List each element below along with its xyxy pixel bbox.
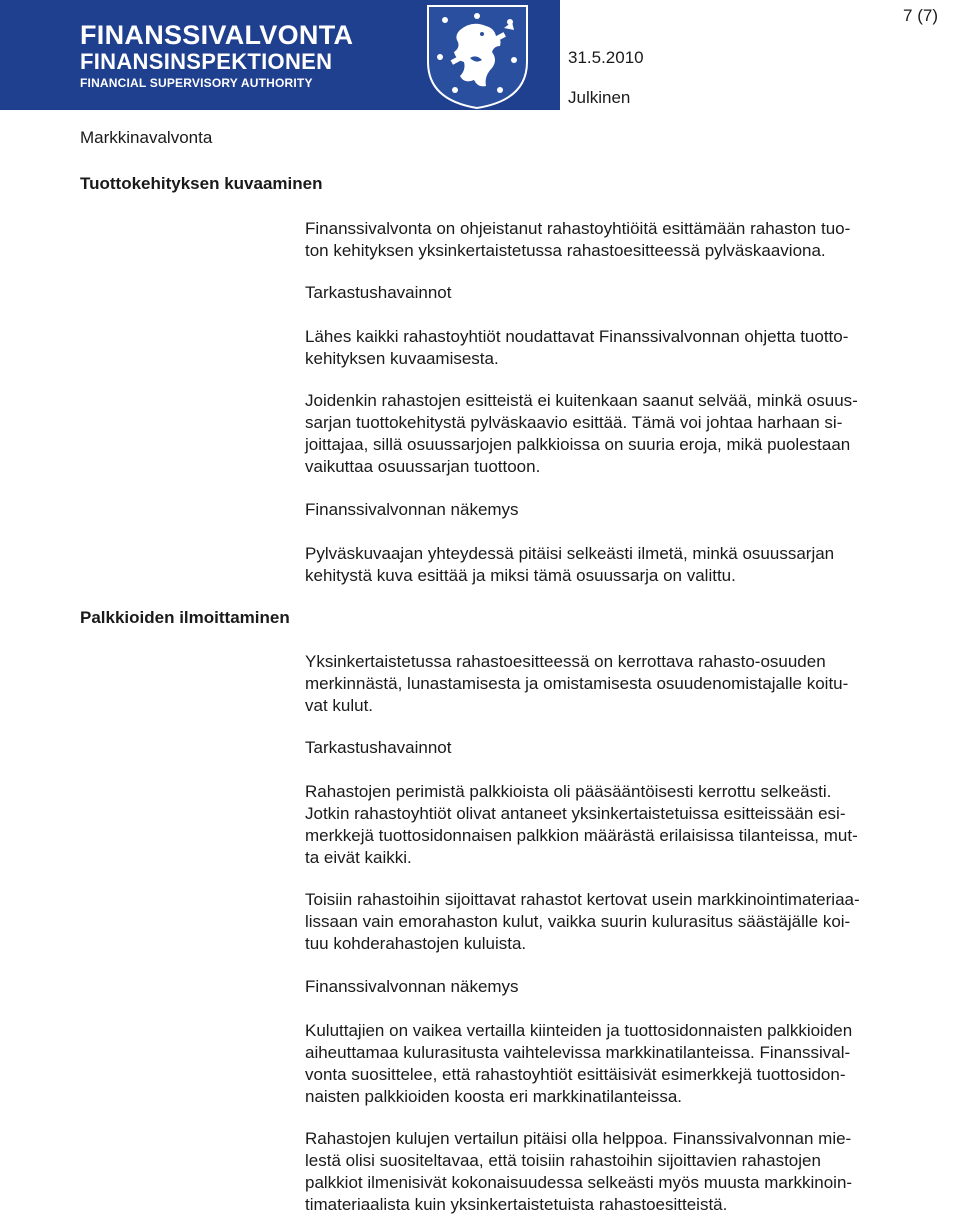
text-line: timateriaalista kuin yksinkertaistetuista rahastoesitteistä. <box>305 1195 728 1214</box>
text-line: Lähes kaikki rahastoyhtiöt noudattavat Finanssivalvonnan ohjetta tuotto- <box>305 327 849 346</box>
section1-intro <box>305 218 945 262</box>
text-line: palkkiot ilmenisivät kokonaisuudessa selkeästi myös muusta markkinoin- <box>305 1173 853 1192</box>
text-line: ton kehityksen yksinkertaistetussa rahastoesitteessä pylväskaaviona. <box>305 241 826 260</box>
section1-finding-2 <box>305 390 945 478</box>
findings-heading: Tarkastushavainnot <box>305 283 452 302</box>
section-heading-palkkiot: Palkkioiden ilmoittaminen <box>80 608 290 627</box>
department-label: Markkinavalvonta <box>80 128 213 147</box>
section1-view <box>305 543 945 587</box>
section2-view-1 <box>305 1020 945 1108</box>
findings-heading: Tarkastushavainnot <box>305 738 452 757</box>
text-line: sarjan tuottokehitystä pylväskaavio esittää. Tämä voi johtaa harhaan si- <box>305 413 843 432</box>
text-line: kehityksen kuvaamisesta. <box>305 349 499 368</box>
text-line: Rahastojen kulujen vertailun pitäisi olla helppoa. Finanssivalvonnan mie- <box>305 1129 852 1148</box>
text-line: Finanssivalvonta on ohjeistanut rahastoyhtiöitä esittämään rahaston tuo- <box>305 219 851 238</box>
logo-line-2: FINANSINSPEKTIONEN <box>80 49 333 74</box>
text-line: Kuluttajien on vaikea vertailla kiinteiden ja tuottosidonnaisten palkkioiden <box>305 1021 853 1040</box>
text-line: kehitystä kuva esittää ja miksi tämä osuussarja on valittu. <box>305 566 736 585</box>
view-heading: Finanssivalvonnan näkemys <box>305 500 519 519</box>
text-line: lissaan vain emorahaston kulut, vaikka suurin kulurasitus säästäjälle koi- <box>305 912 851 931</box>
logo <box>80 22 353 90</box>
text-line: vonta suosittelee, että rahastoyhtiöt esittäisivät esimerkkejä tuottosidon- <box>305 1065 846 1084</box>
page-number: 7 (7) <box>903 6 938 25</box>
document-date: 31.5.2010 <box>568 48 644 67</box>
section2-view-2 <box>305 1128 945 1216</box>
section2-finding-2 <box>305 889 945 955</box>
view-heading: Finanssivalvonnan näkemys <box>305 977 519 996</box>
text-line: merkinnästä, lunastamisesta ja omistamisesta osuudenomistajalle koitu- <box>305 674 849 693</box>
text-line: tuu kohderahastojen kuluista. <box>305 934 527 953</box>
logo-line-3: FINANCIAL SUPERVISORY AUTHORITY <box>80 76 313 90</box>
classification-label: Julkinen <box>568 88 631 107</box>
text-line: naisten palkkioiden koosta eri markkinatilanteissa. <box>305 1087 683 1106</box>
text-line: lestä olisi suositeltavaa, että toisiin rahastoihin sijoittavien rahastojen <box>305 1151 821 1170</box>
text-line: Jotkin rahastoyhtiöt olivat antaneet yksinkertaistetuissa esitteissään esi- <box>305 804 846 823</box>
text-line: ta eivät kaikki. <box>305 848 412 867</box>
text-line: vaikuttaa osuussarjan tuottoon. <box>305 457 541 476</box>
text-line: Yksinkertaistetussa rahastoesitteessä on kerrottava rahasto-osuuden <box>305 652 826 671</box>
text-line: joittajaa, sillä osuussarjojen palkkioissa on suuria eroja, mikä puolestaan <box>305 435 851 454</box>
text-line: aiheuttamaa kulurasitusta vaihtelevissa markkinatilanteissa. Finanssival- <box>305 1043 851 1062</box>
section2-intro <box>305 651 945 717</box>
text-line: merkkejä tuottosidonnaisen palkkion määrästä erilaisissa tilanteissa, mut- <box>305 826 858 845</box>
lion-crest-icon <box>420 2 535 110</box>
text-line: vat kulut. <box>305 696 374 715</box>
header-banner <box>0 0 560 110</box>
text-line: Toisiin rahastoihin sijoittavat rahastot kertovat usein markkinointimateriaa- <box>305 890 860 909</box>
text-line: Rahastojen perimistä palkkioista oli pääsääntöisesti kerrottu selkeästi. <box>305 782 832 801</box>
text-line: Joidenkin rahastojen esitteistä ei kuitenkaan saanut selvää, minkä osuus- <box>305 391 858 410</box>
section1-finding-1 <box>305 326 945 370</box>
section2-finding-1 <box>305 781 945 869</box>
text-line: Pylväskuvaajan yhteydessä pitäisi selkeästi ilmetä, minkä osuussarjan <box>305 544 835 563</box>
section-heading-tuottokehitys: Tuottokehityksen kuvaaminen <box>80 174 323 193</box>
logo-line-1: FINANSSIVALVONTA <box>80 20 354 50</box>
